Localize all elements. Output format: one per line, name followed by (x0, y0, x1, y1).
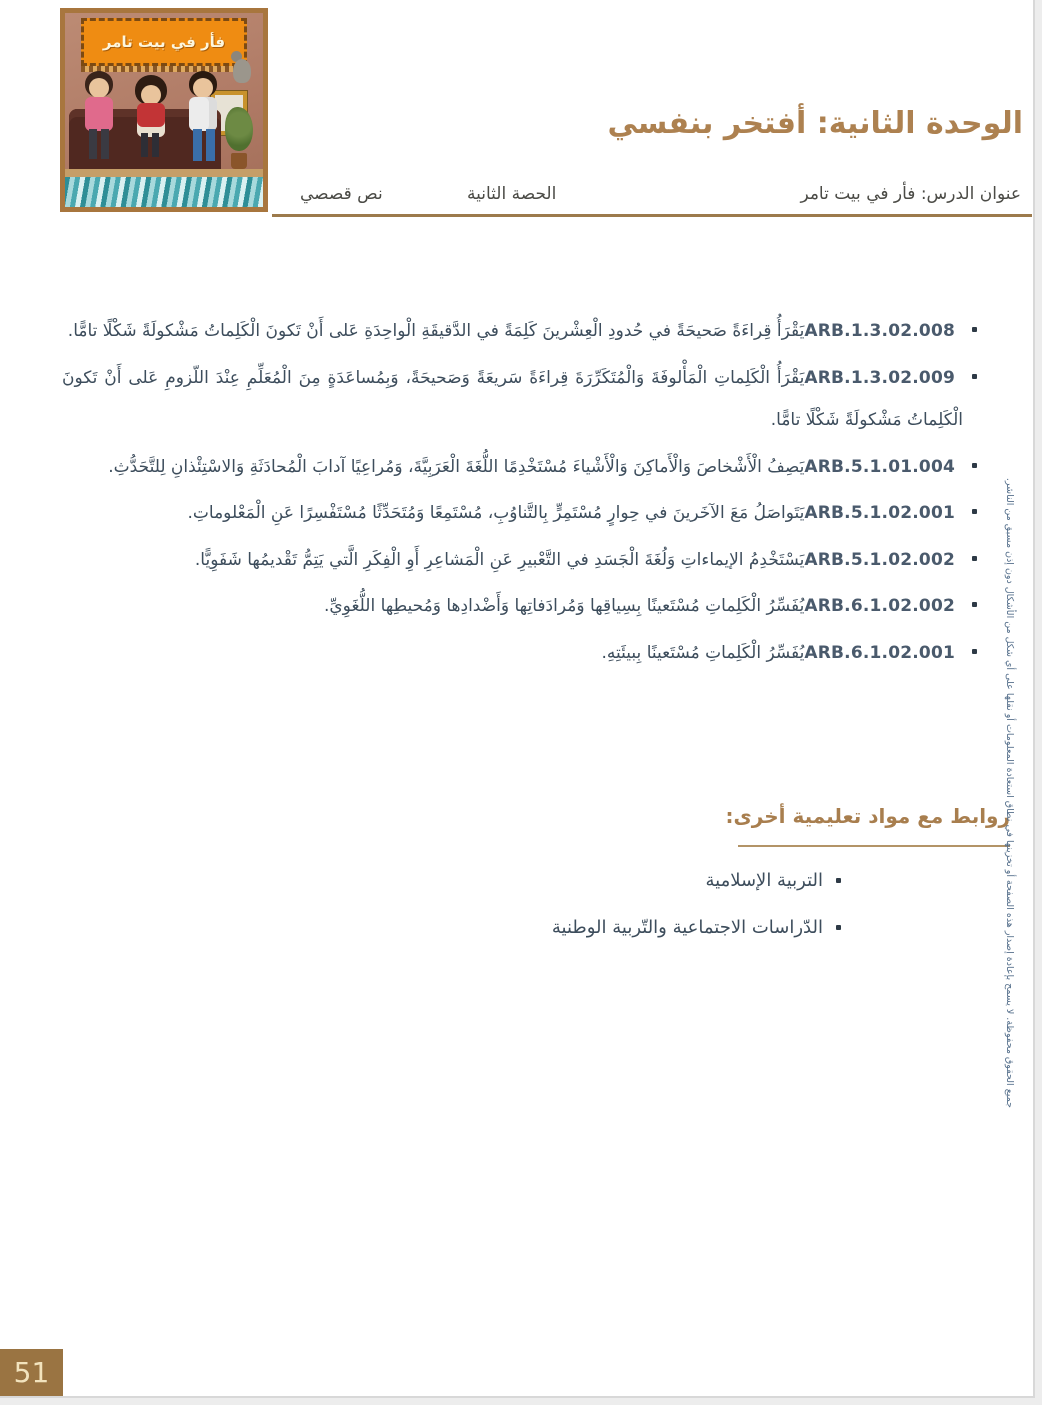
standard-text: يَتَواصَلُ مَعَ الآخَرينَ في حِوارٍ مُسْتَمِرٍّ بِالتَّناوُبِ، مُسْتَمِعًا وَمُتَحَدِّثًا مُسْتَفْسِرًا عَنِ الْمَعْلوماتِ. (187, 503, 805, 523)
header-divider (272, 214, 1032, 217)
doll-shirt (189, 97, 217, 131)
lesson-title-label: عنوان الدرس: فأر في بيت تامر (800, 184, 1021, 204)
doll-legs (89, 129, 97, 159)
links-heading-underline (738, 845, 1010, 847)
plant-leaves (225, 107, 253, 151)
unit-title: الوحدة الثانية: أفتخر بنفسي (607, 106, 1023, 141)
standards-list (62, 310, 963, 678)
standard-code: ARB.1.3.02.008 (804, 321, 955, 341)
standard-code: ARB.6.1.02.002 (804, 596, 955, 616)
doll-dress (137, 103, 165, 137)
links-section-heading: روابط مع مواد تعليمية أخرى: (725, 804, 1010, 828)
book-cover-title: فأر في بيت تامر (81, 18, 247, 66)
book-cover-image (60, 8, 268, 212)
standard-item (62, 357, 963, 442)
standard-item (62, 632, 963, 675)
side-copyright-text: جميع الحقوق محفوظة. لا يسمح بإعادة إصدار هذه الصفحة أو تخزينها في نطاق استعادة المعلومات أو نقلها على أي شكل من الأشكال دون إذن مسبق من الناشر. (1004, 477, 1015, 1108)
links-list (200, 858, 843, 952)
standard-text: يُفَسِّرُ الْكَلِماتِ مُسْتَعينًا بِبيئَتِهِ. (601, 642, 805, 663)
page-number-badge: 51 (0, 1349, 63, 1396)
standard-code: ARB.5.1.02.001 (804, 503, 955, 523)
doll-legs (141, 133, 148, 157)
standard-text: يَقْرَأُ الْكَلِماتِ الْمَأْلوفَةَ وَالْمُتَكَرِّرَةَ قِراءَةً سَريعَةً وَصَحيحَةً، وَبِمُساعَدَةٍ مِنَ الْمُعَلِّمِ عِنْدَ اللّزومِ عَلى أَنْ تَكونَ الْكَلِماتُ مَشْكولَةً شَكْلًا تامًّا. (62, 367, 963, 430)
cover-rug (65, 177, 263, 207)
standard-item (62, 585, 963, 628)
standard-code: ARB.5.1.02.002 (804, 549, 955, 570)
standard-text: يَسْتَخْدِمُ الإيماءاتِ وَلُغَةَ الْجَسَدِ في التَّعْبيرِ عَنِ الْمَشاعِرِ أَوِ الْفِكَرِ الَّتي يَتِمُّ تَقْديمُها شَفَوِيًّا. (194, 549, 805, 570)
mouse-body (233, 59, 251, 83)
doll-jeans (193, 129, 202, 161)
doll-face (193, 78, 213, 98)
standard-item (62, 310, 963, 353)
link-item: الدّراسات الاجتماعية والتّربية الوطنية (200, 905, 843, 952)
doll-dress (85, 97, 113, 131)
standard-code: ARB.1.3.02.009 (804, 367, 955, 388)
cover-doll-girl-pink (77, 71, 121, 163)
standard-item (62, 539, 963, 582)
standard-code: ARB.6.1.02.001 (804, 642, 955, 663)
doll-face (141, 85, 161, 105)
mouse-icon (231, 51, 255, 83)
cover-doll-girl-middle (129, 75, 173, 167)
session-label: الحصة الثانية (467, 184, 557, 204)
cover-doll-boy (181, 71, 225, 163)
cover-plant (221, 107, 257, 169)
standard-item (62, 446, 963, 489)
standard-text: يَقْرَأُ قِراءَةً صَحيحَةً في حُدودِ الْعِشْرينَ كَلِمَةً في الدَّقيقَةِ الْواحِدَةِ عَلى أَنْ تَكونَ الْكَلِماتُ مَشْكولَةً شَكْلًا تامًّا. (67, 321, 805, 341)
plant-pot (231, 153, 247, 169)
standard-code: ARB.5.1.01.004 (804, 456, 955, 477)
standard-item (62, 492, 963, 535)
standard-text: يُفَسِّرُ الْكَلِماتِ مُسْتَعينًا بِسِياقِها وَمُرادَفاتِها وَأَضْدادِها وَمُحيطِها اللُّغَوِيِّ. (323, 596, 805, 616)
doll-face (89, 78, 109, 98)
standard-text: يَصِفُ الْأَشْخاصَ وَالْأَماكِنَ وَالْأَشْياءَ مُسْتَخْدِمًا اللُّغَةَ الْعَرَبِيَّةَ، وَمُراعِيًا آدابَ الْمُحادَثَةِ وَالاسْتِئْذانِ لِلتَّحَدُّثِ. (108, 456, 805, 477)
text-type-label: نص قصصي (300, 184, 383, 204)
link-item: التربية الإسلامية (200, 858, 843, 905)
